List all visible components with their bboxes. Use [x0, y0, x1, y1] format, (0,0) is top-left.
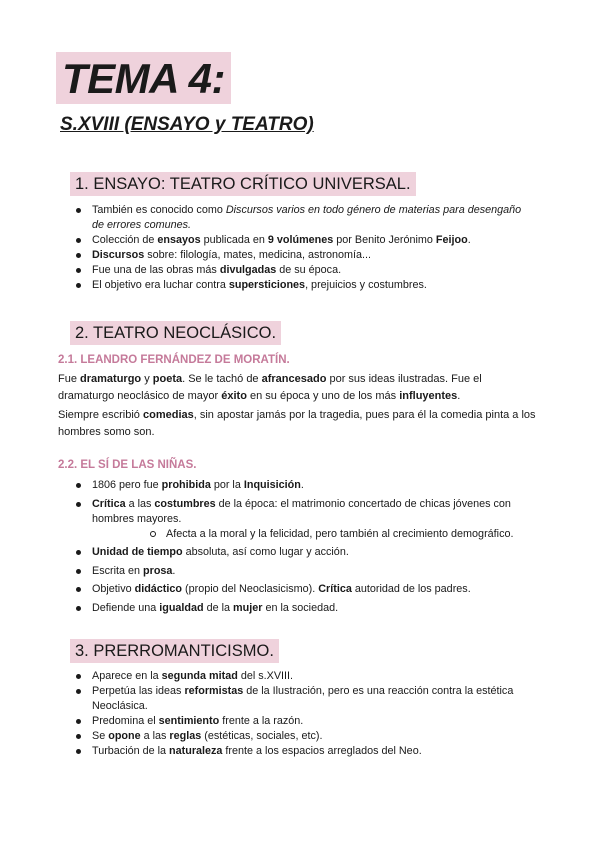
list-item: Discursos sobre: filología, mates, medicina, astronomía...: [56, 248, 536, 263]
page-title: TEMA 4:: [56, 52, 231, 104]
section3-list: [56, 669, 536, 759]
list-item: 1806 pero fue prohibida por la Inquisición.: [56, 478, 536, 493]
paragraph: Siempre escribió comedias, sin apostar jamás por la tragedia, pues para él la comedia pinta a los hombres somo son.: [58, 409, 536, 438]
list-item: Perpetúa las ideas reformistas de la Ilustración, pero es una reacción contra la estética Neoclásica.: [56, 684, 536, 714]
nested-list: [92, 527, 536, 542]
list-item: Fue una de las obras más divulgadas de su época.: [56, 263, 536, 278]
subsection-2-1-heading: 2.1. LEANDRO FERNÁNDEZ DE MORATÍN.: [58, 354, 290, 366]
page-subtitle: S.XVIII (ENSAYO y TEATRO): [60, 114, 314, 135]
list-item: Aparece en la segunda mitad del s.XVIII.: [56, 669, 536, 684]
list-item: Crítica a las costumbres de la época: el matrimonio concertado de chicas jóvenes con hombres mayores. Afecta a la moral y la felicidad, pero también al crecimiento demográfico.: [56, 497, 536, 542]
list-item: Unidad de tiempo absoluta, así como lugar y acción.: [56, 545, 536, 560]
list-item: Predomina el sentimiento frente a la razón.: [56, 714, 536, 729]
list-item: Afecta a la moral y la felicidad, pero también al crecimiento demográfico.: [92, 527, 536, 542]
section1-heading: 1. ENSAYO: TEATRO CRÍTICO UNIVERSAL.: [70, 172, 416, 196]
section2-list: [56, 478, 536, 619]
list-item: Turbación de la naturaleza frente a los espacios arreglados del Neo.: [56, 744, 536, 759]
list-item: Objetivo didáctico (propio del Neoclasicismo). Crítica autoridad de los padres.: [56, 582, 536, 597]
list-item: Colección de ensayos publicada en 9 volúmenes por Benito Jerónimo Feijoo.: [56, 233, 536, 248]
list-item: Escrita en prosa.: [56, 564, 536, 579]
section2-heading: 2. TEATRO NEOCLÁSICO.: [70, 321, 281, 345]
list-item: Se opone a las reglas (estéticas, sociales, etc).: [56, 729, 536, 744]
list-item: Defiende una igualdad de la mujer en la sociedad.: [56, 601, 536, 616]
list-item: El objetivo era luchar contra supersticiones, prejuicios y costumbres.: [56, 278, 536, 293]
subsection-2-2-heading: 2.2. EL SÍ DE LAS NIÑAS.: [58, 459, 197, 471]
section3-heading: 3. PRERROMANTICISMO.: [70, 639, 279, 663]
paragraph: Fue dramaturgo y poeta. Se le tachó de afrancesado por sus ideas ilustradas. Fue el dramaturgo neoclásico de mayor éxito en su época y uno de los más influyentes.: [58, 373, 482, 402]
section1-list: [56, 203, 536, 293]
list-item: También es conocido como Discursos varios en todo género de materias para desengaño de errores comunes.: [56, 203, 536, 233]
